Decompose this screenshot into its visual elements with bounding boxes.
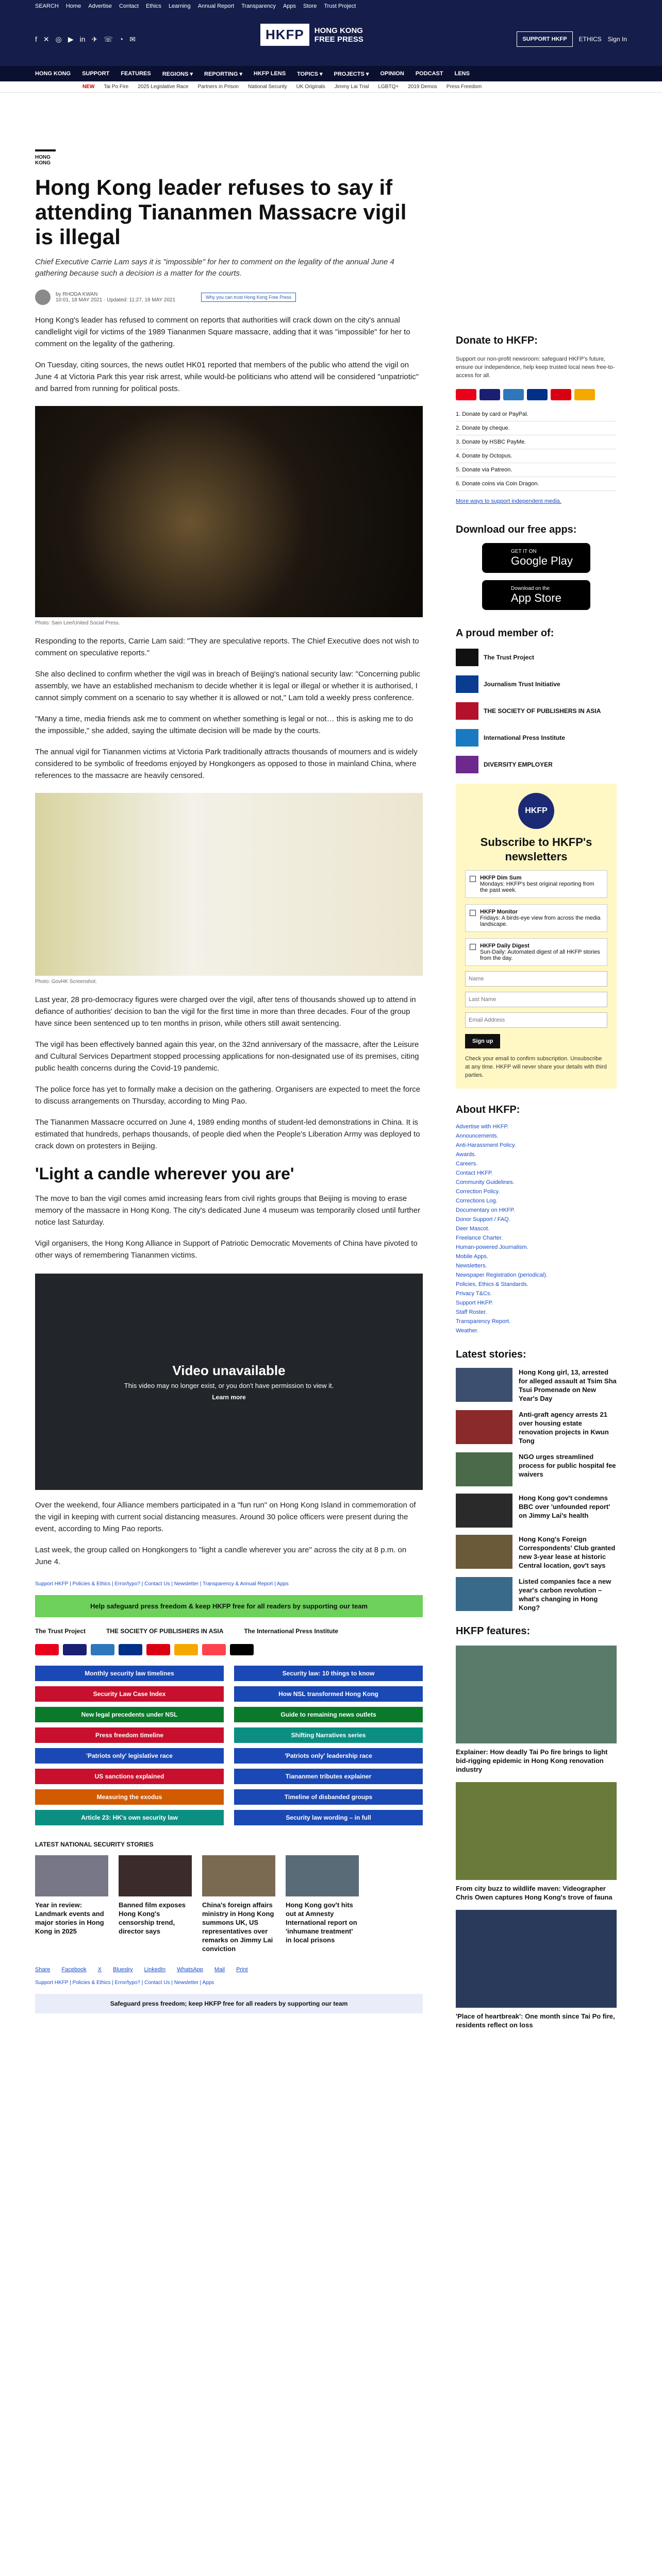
feature-title[interactable]: From city buzz to wildlife maven: Videographer Chris Owen captures Hong Kong's trove of fauna	[456, 1885, 613, 1901]
article-date: 10:01, 18 MAY 2021 · Updated: 11:27, 18 MAY 2021	[56, 297, 176, 303]
visa-icon	[63, 1644, 87, 1655]
about-link[interactable]: Support HKFP.	[456, 1300, 493, 1306]
nsl-link-grid	[35, 1666, 423, 1825]
topbar-link[interactable]: Store	[303, 3, 317, 9]
nav-item[interactable]: FEATURES	[121, 71, 151, 77]
donate-option[interactable]: 6. Donate coins via Coin Dragon.	[456, 477, 617, 491]
member-logo[interactable]: THE SOCIETY OF PUBLISHERS IN ASIA	[456, 702, 617, 720]
nsl-link[interactable]: Measuring the exodus	[35, 1789, 224, 1805]
search-link[interactable]: SEARCH	[35, 3, 59, 9]
about-link[interactable]: Privacy T&Cs.	[456, 1291, 492, 1297]
about-link[interactable]: Advertise with HKFP.	[456, 1124, 509, 1130]
share-x[interactable]: X	[97, 1967, 102, 1973]
telegram-icon[interactable]: ✈	[91, 35, 98, 43]
site-logo[interactable]	[260, 24, 363, 46]
google-play-small: GET IT ON	[511, 548, 537, 554]
video-subtitle: This video may no longer exist, or you don't have permission to view it.	[124, 1382, 334, 1389]
about-link[interactable]: Deer Mascot.	[456, 1226, 490, 1232]
author-name[interactable]: by RHODA KWAN	[56, 292, 98, 297]
nav-item[interactable]: HONG KONG	[35, 71, 71, 77]
story-title[interactable]: Hong Kong girl, 13, arrested for alleged assault at Tsim Sha Tsui Promenade on New Year's Day	[519, 1368, 617, 1402]
share-whatsapp[interactable]: WhatsApp	[177, 1967, 203, 1973]
video-title: Video unavailable	[172, 1363, 286, 1378]
paragraph: Over the weekend, four Alliance members participated in a "fun run" on Hong Kong Island in commemoration of the vigil in keeping with current social distancing measures. Around 30 police officers were present during the event, according to Ming Pao reports.	[35, 1501, 416, 1533]
trust-project-logo[interactable]: The Trust Project	[35, 1628, 86, 1635]
nsl-link[interactable]: Press freedom timeline	[35, 1727, 224, 1743]
topbar-link[interactable]: Apps	[283, 3, 296, 9]
payme-icon	[146, 1644, 170, 1655]
about-link[interactable]: Transparency Report.	[456, 1318, 510, 1325]
trust-logos	[35, 1628, 423, 1635]
nsl-link[interactable]: Guide to remaining news outlets	[234, 1707, 423, 1722]
donate-heading: Donate to HKFP:	[456, 335, 538, 346]
nsl-link[interactable]: New legal precedents under NSL	[35, 1707, 224, 1722]
article	[35, 149, 423, 2013]
newsletter-logo: HKFP	[518, 793, 554, 829]
share-print[interactable]: Print	[236, 1967, 248, 1973]
story-title[interactable]: Hong Kong gov't condemns BBC over 'unfounded report' on Jimmy Lai's health	[519, 1494, 610, 1519]
nav-item[interactable]: PODCAST	[415, 71, 443, 77]
nav-item[interactable]: LENS	[454, 71, 470, 77]
features-list	[456, 1646, 617, 2029]
story-thumbnail	[456, 1410, 512, 1444]
donate-text: Support our non-profit newsroom: safeguard HKFP's future, ensure our independence, help keep trusted local news free-to-access for all.	[456, 356, 615, 379]
instagram-icon[interactable]: ◎	[55, 35, 62, 43]
payment-icons	[35, 1644, 423, 1655]
features-heading: HKFP features:	[456, 1625, 531, 1637]
nsl-link[interactable]: How NSL transformed Hong Kong	[234, 1686, 423, 1702]
feature-thumbnail	[456, 1646, 617, 1743]
nsl-link[interactable]: Security law: 10 things to know	[234, 1666, 423, 1681]
nav-item[interactable]: REPORTING ▾	[204, 71, 243, 77]
nsl-link[interactable]: Security law wording – in full	[234, 1810, 423, 1825]
donate-option[interactable]: 4. Donate by Octopus.	[456, 449, 617, 463]
latest-story[interactable]	[456, 1577, 617, 1612]
photo-caption: Photo: Sam Lee/United Social Press.	[35, 620, 120, 626]
donate-option[interactable]: 2. Donate by cheque.	[456, 421, 617, 435]
paragraph: Last week, the group called on Hongkongers to "light a candle wherever you are" across the city at 8 p.m. on June 4.	[35, 1546, 407, 1566]
paragraph: The Tiananmen Massacre occurred on June 4, 1989 ending months of student-led demonstrations in China. It is estimated that hundreds, perhaps thousands, of people died when the People's Liberation Army was deployed to crack down on protesters in Beijing.	[35, 1118, 420, 1150]
support-banner-bottom[interactable]: Safeguard press freedom; keep HKFP free for all readers by supporting our team	[35, 1994, 423, 2013]
diversity-icon	[456, 756, 478, 773]
first-name-input[interactable]	[465, 971, 607, 987]
story-thumbnail	[202, 1855, 275, 1896]
youtube-icon[interactable]: ▶	[68, 35, 74, 43]
paragraph: Hong Kong's leader has refused to comment on reports that authorities will crack down on the city's annual candlelight vigil for victims of the 1989 Tiananmen Square massacre, adding that it was "impossible" for her to comment on the legality of the gathering.	[35, 316, 410, 348]
latest-nsl-heading: LATEST NATIONAL SECURITY STORIES	[35, 1841, 154, 1848]
nav-item[interactable]: REGIONS ▾	[162, 71, 193, 77]
story-title[interactable]: Listed companies face a new year's carbon revolution – what's changing in Hong Kong?	[519, 1578, 611, 1612]
nav-item[interactable]: OPINION	[380, 71, 404, 77]
donate-option[interactable]: 5. Donate via Patreon.	[456, 463, 617, 477]
subnav-item[interactable]: Partners in Prison	[197, 84, 239, 90]
paragraph: She also declined to confirm whether the vigil was in breach of Beijing's national security law: "Concerning public assembly, we have an established mechanism to decide whether it is legal or illegal or whether it is authorised, I cannot simply comment on a scenario to say whether it is allowed or not," Lam told a weekly press conference.	[35, 670, 420, 702]
nsl-link[interactable]: US sanctions explained	[35, 1769, 224, 1784]
nsl-link[interactable]: Timeline of disbanded groups	[234, 1789, 423, 1805]
nsl-link[interactable]: 'Patriots only' legislative race	[35, 1748, 224, 1764]
share-linkedin[interactable]: LinkedIn	[144, 1967, 166, 1973]
logo-name-1: HONG KONG	[314, 26, 363, 35]
story-thumbnail	[456, 1368, 512, 1402]
carrie-lam-photo	[35, 793, 423, 976]
about-link[interactable]: Corrections Log.	[456, 1198, 498, 1204]
paragraph: The vigil has been effectively banned again this year, on the 32nd anniversary of the massacre, after the Leisure and Cultural Services Department stopped processing applications for non-designated use of its premises, citing public health concerns during the Covid-19 pandemic.	[35, 1040, 419, 1073]
topbar-link[interactable]: Home	[65, 3, 81, 9]
subnav-item[interactable]: 2025 Legislative Race	[138, 84, 189, 90]
topbar-link[interactable]: Annual Report	[197, 3, 235, 9]
donate-list	[456, 408, 617, 491]
sub-nav	[0, 81, 662, 93]
story-title[interactable]: Anti-graft agency arrests 21 over housing estate renovation projects in Kwun Tong	[519, 1411, 609, 1445]
google-play-big: Google Play	[511, 554, 573, 567]
about-link[interactable]: Mobile Apps.	[456, 1253, 488, 1260]
vigil-photo	[35, 406, 423, 617]
story-title[interactable]: Year in review: Landmark events and major stories in Hong Kong in 2025	[35, 1901, 104, 1935]
about-link[interactable]: Documentary on HKFP.	[456, 1207, 515, 1213]
latest-nsl-cards	[35, 1855, 423, 1953]
feature-story[interactable]	[456, 1646, 617, 1774]
subnav-item[interactable]: National Security	[248, 84, 287, 90]
feature-story[interactable]	[456, 1782, 617, 1902]
checkbox-icon[interactable]	[470, 876, 476, 882]
member-logo[interactable]: Journalism Trust Initiative	[456, 675, 617, 693]
ethics-link[interactable]: ETHICS	[578, 36, 602, 43]
app-store-big: App Store	[511, 591, 561, 604]
jti-icon	[456, 675, 478, 693]
story-thumbnail	[35, 1855, 108, 1896]
support-hkfp-button[interactable]: SUPPORT HKFP	[517, 31, 572, 47]
mastercard-icon	[456, 389, 476, 400]
newsletter-option[interactable]: HKFP Daily Digest Sun-Daily: Automated digest of all HKFP stories from the day.	[465, 938, 607, 966]
latest-story[interactable]	[456, 1535, 617, 1570]
about-link[interactable]: Human-powered Journalism.	[456, 1244, 528, 1250]
topbar-link[interactable]: Transparency	[241, 3, 276, 9]
app-store-small: Download on the	[511, 585, 550, 591]
subnav-item[interactable]: LGBTQ+	[378, 84, 399, 90]
article-category[interactable]: HONG KONG	[35, 149, 56, 166]
nav-item[interactable]: TOPICS ▾	[297, 71, 323, 77]
subnav-item[interactable]: UK Originals	[296, 84, 325, 90]
paragraph: "Many a time, media friends ask me to comment on whether something is legal or not… this is asking me to do the impossible," she added, saying the ultimate decision will be made by the courts.	[35, 715, 413, 735]
about-link[interactable]: Newsletters.	[456, 1263, 487, 1269]
trust-badge[interactable]: Why you can trust Hong Kong Free Press	[201, 293, 296, 302]
topbar-link[interactable]: Learning	[168, 3, 191, 9]
photo-caption: Photo: GovHK Screenshot.	[35, 979, 97, 985]
social-icons	[35, 35, 136, 44]
share-bluesky[interactable]: Bluesky	[113, 1967, 133, 1973]
about-link[interactable]: Awards.	[456, 1151, 476, 1158]
topbar-link[interactable]: Advertise	[88, 3, 112, 9]
trust-project-icon	[456, 649, 478, 666]
article-lede: Chief Executive Carrie Lam says it is "impossible" for her to comment on the legality of the annual June 4 gathering because such a decision is a matter for the courts.	[35, 258, 394, 278]
section-heading: 'Light a candle wherever you are'	[35, 1164, 294, 1183]
newsletter-option[interactable]: HKFP Dim Sum Mondays: HKFP's best original reporting from the past week.	[465, 870, 607, 898]
video-learn-more[interactable]: Learn more	[212, 1394, 246, 1401]
story-thumbnail	[456, 1577, 512, 1611]
share-bar	[35, 1967, 423, 1973]
paragraph: The move to ban the vigil comes amid increasing fears from civil rights groups that Beijing is moving to erase memory of the massacre in Hong Kong. The city's dedicated June 4 museum was temporarily closed until further notice last Saturday.	[35, 1194, 421, 1227]
mail-icon[interactable]: ✉	[129, 35, 136, 43]
amex-icon	[503, 389, 524, 400]
octopus-icon	[574, 389, 595, 400]
linkedin-icon[interactable]: in	[79, 35, 86, 43]
about-link[interactable]: Staff Roster.	[456, 1309, 487, 1315]
member-logo[interactable]: DIVERSITY EMPLOYER	[456, 756, 617, 773]
donate-payment-icons	[456, 389, 617, 400]
story-title[interactable]: Banned film exposes Hong Kong's censorship trend, director says	[119, 1901, 186, 1935]
facebook-icon[interactable]: f	[35, 35, 37, 43]
nsl-link[interactable]: Article 23: HK's own security law	[35, 1810, 224, 1825]
newsletter-box	[456, 784, 617, 1089]
google-play-button[interactable]	[482, 543, 590, 573]
subnav-item[interactable]: Tai Po Fire	[104, 84, 129, 90]
visa-icon	[479, 389, 500, 400]
story-card[interactable]	[119, 1855, 192, 1953]
sidebar	[456, 335, 617, 2029]
logo-mark: HKFP	[260, 24, 309, 46]
author-avatar	[35, 290, 51, 305]
octopus-icon	[174, 1644, 198, 1655]
last-name-input[interactable]	[465, 992, 607, 1007]
new-badge: NEW	[82, 84, 95, 90]
topbar-link[interactable]: Contact	[119, 3, 139, 9]
donate-more-link[interactable]: More ways to support independent media.	[456, 498, 561, 504]
story-thumbnail	[119, 1855, 192, 1896]
about-link[interactable]: Policies, Ethics & Standards.	[456, 1281, 528, 1287]
apple-pay-icon	[230, 1644, 254, 1655]
newsletter-option[interactable]: HKFP Monitor Fridays: A birds-eye view from across the media landscape.	[465, 904, 607, 932]
member-logo[interactable]: The Trust Project	[456, 649, 617, 666]
story-thumbnail	[456, 1494, 512, 1528]
about-link[interactable]: Donor Support / FAQ.	[456, 1216, 510, 1223]
topbar-link[interactable]: Ethics	[145, 3, 161, 9]
nsl-link[interactable]: Monthly security law timelines	[35, 1666, 224, 1681]
subnav-item[interactable]: 2019 Demos	[408, 84, 437, 90]
spa-icon	[456, 702, 478, 720]
story-card[interactable]	[202, 1855, 275, 1953]
story-title[interactable]: China's foreign affairs ministry in Hong Kong summons UK, US representatives over remarks on Jimmy Lai conviction	[202, 1901, 274, 1953]
story-thumbnail	[456, 1535, 512, 1569]
nsl-link[interactable]: Tiananmen tributes explainer	[234, 1769, 423, 1784]
paypal-icon	[119, 1644, 142, 1655]
article-title: Hong Kong leader refuses to say if attending Tiananmen Massacre vigil is illegal	[35, 175, 407, 249]
spa-logo[interactable]: THE SOCIETY OF PUBLISHERS IN ASIA	[106, 1628, 224, 1635]
about-link[interactable]: Announcements.	[456, 1133, 499, 1139]
subnav-item[interactable]: Jimmy Lai Trial	[334, 84, 369, 90]
whatsapp-icon[interactable]: ☏	[104, 35, 113, 43]
email-input[interactable]	[465, 1012, 607, 1028]
signup-button[interactable]: Sign up	[465, 1034, 500, 1048]
share-label: Share	[35, 1967, 51, 1973]
member-heading: A proud member of:	[456, 628, 554, 639]
ipi-icon	[456, 729, 478, 747]
share-facebook[interactable]: Facebook	[61, 1967, 87, 1973]
feature-title[interactable]: Explainer: How deadly Tai Po fire brings to light bid-rigging epidemic in Hong Kong renovation industry	[456, 1748, 608, 1773]
about-heading: About HKFP:	[456, 1104, 520, 1115]
byline	[35, 290, 423, 305]
feature-story[interactable]	[456, 1910, 617, 2029]
rss-icon[interactable]: ◔	[119, 35, 124, 43]
article-footer-links[interactable]: Support HKFP | Policies & Ethics | Error/typo? | Contact Us | Newsletter | Transparency & Annual Report | Apps	[35, 1581, 289, 1587]
nav-item[interactable]: HKFP LENS	[254, 71, 286, 77]
story-title[interactable]: Hong Kong's Foreign Correspondents' Club granted new 3-year lease at historic Central location, gov't says	[519, 1535, 616, 1569]
newsletter-title: Subscribe to HKFP's newsletters	[480, 836, 592, 863]
sign-in-link[interactable]: Sign In	[607, 36, 627, 43]
logo-name-2: FREE PRESS	[314, 35, 363, 44]
brand-header	[0, 12, 662, 66]
story-thumbnail	[456, 1452, 512, 1486]
feature-thumbnail	[456, 1910, 617, 2008]
about-links	[456, 1122, 617, 1335]
about-link[interactable]: Correction Policy.	[456, 1189, 500, 1195]
story-title[interactable]: NGO urges streamlined process for public hospital fee waivers	[519, 1453, 616, 1478]
latest-story[interactable]	[456, 1452, 617, 1486]
about-link[interactable]: Freelance Charter.	[456, 1235, 503, 1241]
latest-story[interactable]	[456, 1494, 617, 1528]
about-link[interactable]: Careers.	[456, 1161, 478, 1167]
story-title[interactable]: Hong Kong gov't hits out at Amnesty International report on 'inhumane treatment' in local prisons	[286, 1901, 357, 1944]
feature-thumbnail	[456, 1782, 617, 1880]
latest-story[interactable]	[456, 1368, 617, 1403]
checkbox-icon[interactable]	[470, 910, 476, 916]
about-link[interactable]: Contact HKFP.	[456, 1170, 493, 1176]
topbar-link[interactable]: Trust Project	[324, 3, 356, 9]
newsletter-note: Check your email to confirm subscription. Unsubscribe at any time. HKFP will never share your details with third parties.	[465, 1056, 607, 1078]
paragraph: The police force has yet to formally make a decision on the gathering. Organisers are expected to meet the force to discuss arrangements on Thursday, according to Ming Pao.	[35, 1085, 421, 1106]
latest-heading: Latest stories:	[456, 1349, 526, 1360]
nsl-link[interactable]: Security Law Case Index	[35, 1686, 224, 1702]
support-banner[interactable]: Help safeguard press freedom & keep HKFP free for all readers by supporting our team	[35, 1595, 423, 1617]
share-mail[interactable]: Mail	[214, 1967, 225, 1973]
x-icon[interactable]: ✕	[43, 35, 49, 43]
video-embed[interactable]	[35, 1274, 423, 1490]
story-card[interactable]	[286, 1855, 359, 1953]
story-card[interactable]	[35, 1855, 108, 1953]
apps-heading: Download our free apps:	[456, 524, 577, 535]
member-logo[interactable]: International Press Institute	[456, 729, 617, 747]
nav-item[interactable]: SUPPORT	[82, 71, 110, 77]
about-link[interactable]: Newspaper Registration (periodical).	[456, 1272, 548, 1278]
paragraph: Responding to the reports, Carrie Lam said: "They are speculative reports. The Chief Executive does not wish to comment on speculative reports."	[35, 637, 419, 657]
paragraph: On Tuesday, citing sources, the news outlet HK01 reported that members of the public who attend the vigil on June 4 at Victoria Park this year risk arrest, while would-be politicians who attend will be considered "unpatriotic" and barred from running for political posts.	[35, 361, 419, 393]
checkbox-icon[interactable]	[470, 944, 476, 950]
nsl-link[interactable]: Shifting Narratives series	[234, 1727, 423, 1743]
feature-title[interactable]: 'Place of heartbreak': One month since Tai Po fire, residents reflect on loss	[456, 2012, 615, 2029]
paragraph: Last year, 28 pro-democracy figures were charged over the vigil, after tens of thousands showed up to attend in defiance of authorities' decision to ban the vigil for the first time in more than three decades. Four of the group have since been sentenced up to ten months in prison, while others still await sentencing.	[35, 995, 416, 1028]
about-link[interactable]: Anti-Harassment Policy.	[456, 1142, 516, 1148]
app-store-button[interactable]	[482, 580, 590, 610]
latest-story[interactable]	[456, 1410, 617, 1445]
payme-icon	[551, 389, 571, 400]
top-utility-bar	[0, 0, 662, 12]
nsl-link[interactable]: 'Patriots only' leadership race	[234, 1748, 423, 1764]
footer-links[interactable]: Support HKFP | Policies & Ethics | Error/typo? | Contact Us | Newsletter | Apps	[35, 1980, 214, 1986]
subnav-item[interactable]: Press Freedom	[446, 84, 482, 90]
paragraph: Vigil organisers, the Hong Kong Alliance in Support of Patriotic Democratic Movements of China have pivoted to other ways of remembering Tiananmen victims.	[35, 1239, 418, 1260]
donate-option[interactable]: 3. Donate by HSBC PayMe.	[456, 435, 617, 449]
mastercard-icon	[35, 1644, 59, 1655]
paragraph: The annual vigil for Tiananmen victims at Victoria Park traditionally attracts thousands of mourners and is widely considered to be symbolic of freedoms enjoyed by Hongkongers as opposed to those in mainland China, where references to the massacre are heavily censored.	[35, 748, 418, 780]
nav-item[interactable]: PROJECTS ▾	[334, 71, 369, 77]
latest-stories	[456, 1368, 617, 1612]
about-link[interactable]: Weather.	[456, 1328, 478, 1334]
patreon-icon	[202, 1644, 226, 1655]
ipi-logo[interactable]: The International Press Institute	[244, 1628, 339, 1635]
about-link[interactable]: Community Guidelines.	[456, 1179, 515, 1185]
paypal-icon	[527, 389, 548, 400]
amex-icon	[91, 1644, 114, 1655]
story-thumbnail	[286, 1855, 359, 1896]
main-nav	[0, 66, 662, 81]
donate-option[interactable]: 1. Donate by card or PayPal.	[456, 408, 617, 421]
